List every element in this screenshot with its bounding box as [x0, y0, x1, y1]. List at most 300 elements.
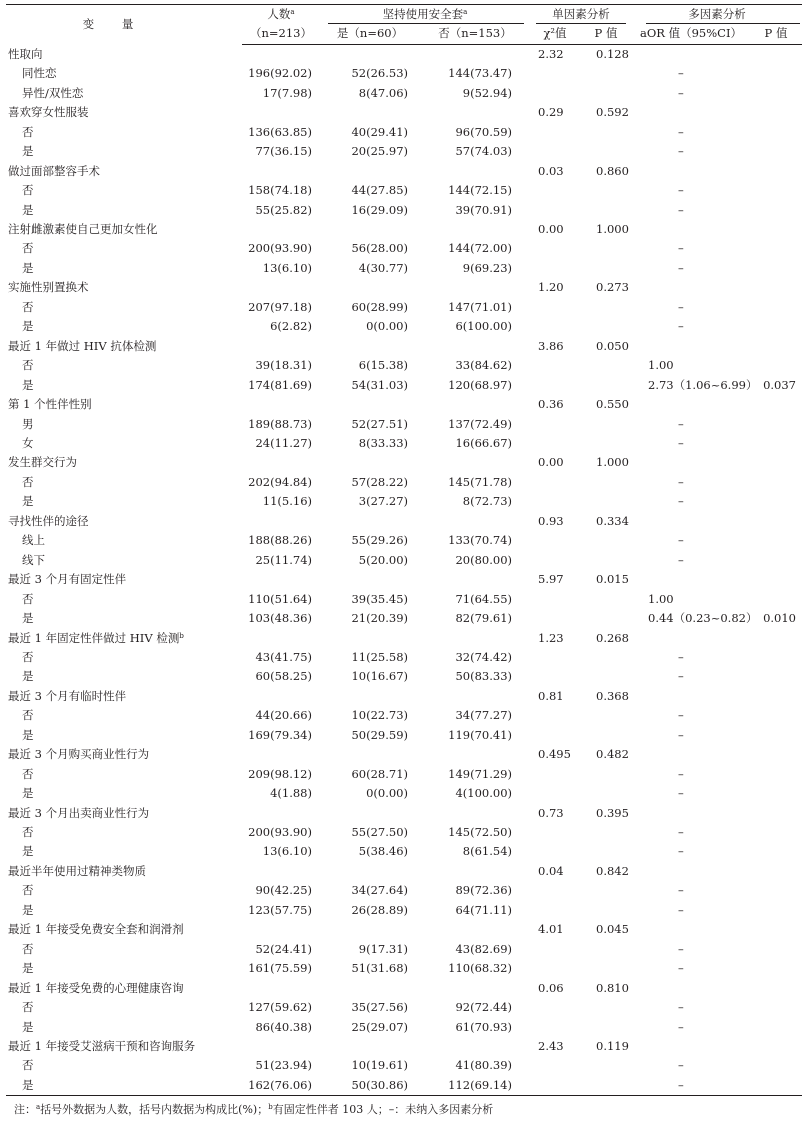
- chi-square-cell: 2.43: [538, 1039, 564, 1054]
- variable-name: [6, 920, 242, 939]
- count-cell: 207(97.18): [248, 299, 312, 314]
- p-value-multi-cell: [750, 44, 802, 64]
- aor-cell: [632, 44, 750, 64]
- condom-no-cell: [420, 862, 530, 881]
- category-row: [6, 706, 802, 725]
- aor-cell: –: [678, 727, 684, 742]
- variable-name: [6, 629, 242, 648]
- count-cell: 103(48.36): [248, 611, 312, 626]
- chi-square-cell: [530, 298, 580, 317]
- header-variable: 变 量: [6, 5, 242, 45]
- category-name: [6, 259, 242, 278]
- row-label: 女: [22, 435, 34, 450]
- category-row: [6, 998, 802, 1017]
- header-univariate: 单因素分析: [530, 5, 632, 25]
- row-label: 否: [22, 649, 34, 664]
- category-row: [6, 765, 802, 784]
- p-value-uni-cell: 1.000: [596, 455, 629, 470]
- condom-yes-cell: 10(22.73): [351, 708, 408, 723]
- p-value-uni-cell: 0.810: [596, 980, 629, 995]
- category-name: [6, 356, 242, 375]
- condom-no-cell: 110(68.32): [448, 961, 512, 976]
- header-chi: χ²值: [530, 24, 580, 44]
- header-condom-yes: 是（n=60）: [320, 24, 420, 44]
- category-name: [6, 706, 242, 725]
- p-value-uni-cell: [580, 1056, 632, 1075]
- count-cell: [242, 979, 320, 998]
- p-value-multi-cell: [750, 239, 802, 258]
- row-label: 最近 3 个月有固定性伴: [8, 572, 127, 587]
- p-value-multi-cell: [750, 259, 802, 278]
- chi-square-cell: [530, 64, 580, 83]
- row-label: 最近 1 年固定性伴做过 HIV 检测: [8, 630, 180, 645]
- count-cell: 202(94.84): [248, 474, 312, 489]
- aor-cell: –: [678, 183, 684, 198]
- variable-name: [6, 220, 242, 239]
- condom-no-cell: [420, 979, 530, 998]
- aor-cell: –: [678, 124, 684, 139]
- condom-yes-cell: 21(20.39): [351, 611, 408, 626]
- condom-yes-cell: [320, 979, 420, 998]
- count-cell: 11(5.16): [262, 494, 312, 509]
- count-cell: 200(93.90): [248, 825, 312, 840]
- chi-square-cell: [530, 123, 580, 142]
- category-name: [6, 415, 242, 434]
- condom-no-cell: [420, 453, 530, 472]
- category-row: [6, 881, 802, 900]
- row-label: 注射雌激素使自己更加女性化: [8, 221, 158, 236]
- condom-no-cell: [420, 162, 530, 181]
- row-label: 是: [22, 611, 34, 626]
- count-cell: [242, 44, 320, 64]
- category-row: [6, 259, 802, 278]
- condom-no-cell: [420, 512, 530, 531]
- p-value-multi-cell: [750, 823, 802, 842]
- aor-cell: [632, 920, 750, 939]
- count-cell: 136(63.85): [248, 124, 312, 139]
- count-cell: [242, 337, 320, 356]
- condom-yes-cell: 26(28.89): [351, 902, 408, 917]
- row-label: 是: [22, 727, 34, 742]
- condom-yes-cell: 3(27.27): [358, 494, 408, 509]
- row-label: 最近 1 年接受免费安全套和润滑剂: [8, 922, 184, 937]
- count-cell: [242, 745, 320, 764]
- row-label: 男: [22, 416, 34, 431]
- condom-no-cell: 145(72.50): [448, 825, 512, 840]
- condom-yes-cell: 6(15.38): [358, 358, 408, 373]
- category-name: [6, 64, 242, 83]
- condom-no-cell: [420, 920, 530, 939]
- condom-no-cell: 92(72.44): [455, 1000, 512, 1015]
- row-label: 最近 3 个月有临时性伴: [8, 688, 127, 703]
- aor-cell: –: [678, 649, 684, 664]
- chi-square-cell: [530, 842, 580, 861]
- category-row: [6, 959, 802, 978]
- variable-name: [6, 337, 242, 356]
- condom-no-cell: 96(70.59): [455, 124, 512, 139]
- chi-square-cell: 0.00: [538, 221, 564, 236]
- row-label: 否: [22, 883, 34, 898]
- chi-square-cell: [530, 434, 580, 453]
- chi-square-cell: [530, 667, 580, 686]
- chi-square-cell: [530, 940, 580, 959]
- p-value-uni-cell: [580, 998, 632, 1017]
- p-value-uni-cell: 1.000: [596, 221, 629, 236]
- condom-no-cell: 137(72.49): [448, 416, 512, 431]
- chi-square-cell: 4.01: [538, 922, 564, 937]
- aor-cell: 1.00: [648, 591, 674, 606]
- chi-square-cell: 0.81: [538, 688, 564, 703]
- row-label: 是: [22, 260, 34, 275]
- row-label: 否: [22, 1058, 34, 1073]
- header-condom-sup: a: [463, 8, 468, 16]
- p-value-multi-cell: [750, 434, 802, 453]
- condom-no-cell: 43(82.69): [455, 941, 512, 956]
- condom-yes-cell: [320, 162, 420, 181]
- variable-row: [6, 1037, 802, 1056]
- condom-no-cell: 147(71.01): [448, 299, 512, 314]
- variable-name: [6, 687, 242, 706]
- variable-row: [6, 687, 802, 706]
- chi-square-cell: [530, 84, 580, 103]
- count-cell: 17(7.98): [262, 85, 312, 100]
- aor-cell: –: [678, 260, 684, 275]
- condom-no-cell: [420, 44, 530, 64]
- chi-square-cell: [530, 473, 580, 492]
- variable-name: [6, 453, 242, 472]
- category-name: [6, 1056, 242, 1075]
- count-cell: 169(79.34): [248, 727, 312, 742]
- row-label: 最近 1 年接受免费的心理健康咨询: [8, 980, 184, 995]
- p-value-multi-cell: [750, 570, 802, 589]
- count-cell: [242, 512, 320, 531]
- p-value-uni-cell: 0.015: [596, 572, 629, 587]
- row-label: 否: [22, 941, 34, 956]
- count-cell: 77(36.15): [255, 144, 312, 159]
- condom-yes-cell: 0(0.00): [366, 319, 408, 334]
- count-cell: [242, 687, 320, 706]
- p-value-uni-cell: 0.050: [596, 338, 629, 353]
- p-value-uni-cell: [580, 356, 632, 375]
- p-value-multi-cell: [750, 298, 802, 317]
- category-name: [6, 590, 242, 609]
- p-value-multi-cell: [750, 998, 802, 1017]
- count-cell: [242, 162, 320, 181]
- condom-yes-cell: 40(29.41): [351, 124, 408, 139]
- aor-cell: –: [678, 669, 684, 684]
- table-header: [6, 5, 802, 45]
- chi-square-cell: [530, 531, 580, 550]
- aor-cell: –: [678, 66, 684, 81]
- p-value-multi-cell: [750, 531, 802, 550]
- chi-square-cell: 1.20: [538, 280, 564, 295]
- condom-no-cell: 4(100.00): [455, 786, 512, 801]
- p-value-uni-cell: [580, 609, 632, 628]
- condom-no-cell: 64(71.11): [455, 902, 512, 917]
- p-value-uni-cell: [580, 473, 632, 492]
- p-value-uni-cell: [580, 1076, 632, 1096]
- condom-no-cell: 39(70.91): [455, 202, 512, 217]
- row-label: 线下: [22, 552, 45, 567]
- row-label: 是: [22, 494, 34, 509]
- p-value-uni-cell: [580, 959, 632, 978]
- condom-yes-cell: 4(30.77): [358, 260, 408, 275]
- row-label: 寻找性伴的途径: [8, 513, 89, 528]
- category-name: [6, 492, 242, 511]
- aor-cell: –: [678, 708, 684, 723]
- aor-cell: –: [678, 786, 684, 801]
- variable-name: [6, 804, 242, 823]
- data-table: [6, 4, 802, 1096]
- aor-cell: [632, 453, 750, 472]
- p-value-multi-cell: [750, 784, 802, 803]
- aor-cell: –: [678, 766, 684, 781]
- p-value-uni-cell: [580, 376, 632, 395]
- category-row: [6, 551, 802, 570]
- aor-cell: [632, 395, 750, 414]
- category-row: [6, 415, 802, 434]
- p-value-multi-cell: [750, 181, 802, 200]
- condom-no-cell: [420, 1037, 530, 1056]
- category-row: [6, 648, 802, 667]
- variable-row: [6, 629, 802, 648]
- p-value-uni-cell: [580, 64, 632, 83]
- p-value-uni-cell: [580, 492, 632, 511]
- chi-square-cell: [530, 1056, 580, 1075]
- condom-yes-cell: [320, 453, 420, 472]
- category-name: [6, 434, 242, 453]
- count-cell: [242, 862, 320, 881]
- chi-square-cell: [530, 726, 580, 745]
- p-value-multi-cell: [750, 901, 802, 920]
- p-value-multi-cell: [750, 745, 802, 764]
- header-condom: [320, 5, 530, 25]
- row-label: 是: [22, 669, 34, 684]
- condom-no-cell: [420, 570, 530, 589]
- count-cell: 189(88.73): [248, 416, 312, 431]
- p-value-multi-cell: [750, 726, 802, 745]
- aor-cell: –: [678, 241, 684, 256]
- row-label: 否: [22, 766, 34, 781]
- p-value-uni-cell: 0.273: [596, 280, 629, 295]
- header-count: [242, 5, 320, 25]
- count-cell: [242, 1037, 320, 1056]
- category-name: [6, 473, 242, 492]
- condom-yes-cell: [320, 1037, 420, 1056]
- condom-yes-cell: 34(27.64): [351, 883, 408, 898]
- row-label: 发生群交行为: [8, 455, 77, 470]
- count-cell: 174(81.69): [248, 377, 312, 392]
- category-name: [6, 376, 242, 395]
- aor-cell: [632, 687, 750, 706]
- variable-name: [6, 745, 242, 764]
- variable-row: [6, 44, 802, 64]
- p-value-uni-cell: 0.119: [596, 1039, 629, 1054]
- variable-row: [6, 512, 802, 531]
- category-row: [6, 842, 802, 861]
- condom-no-cell: [420, 103, 530, 122]
- chi-square-cell: 0.29: [538, 105, 564, 120]
- p-value-multi-cell: [750, 220, 802, 239]
- p-value-uni-cell: [580, 181, 632, 200]
- condom-no-cell: 120(68.97): [448, 377, 512, 392]
- aor-cell: –: [678, 533, 684, 548]
- row-label: 性取向: [8, 46, 43, 61]
- p-value-multi-cell: [750, 103, 802, 122]
- p-value-multi-cell: 0.010: [763, 611, 796, 626]
- category-name: [6, 1076, 242, 1096]
- condom-yes-cell: 5(20.00): [358, 552, 408, 567]
- count-cell: 52(24.41): [255, 941, 312, 956]
- condom-yes-cell: [320, 44, 420, 64]
- row-label-sup: b: [179, 631, 184, 640]
- variable-row: [6, 862, 802, 881]
- chi-square-cell: [530, 590, 580, 609]
- condom-no-cell: [420, 337, 530, 356]
- condom-no-cell: 32(74.42): [455, 649, 512, 664]
- aor-cell: –: [678, 494, 684, 509]
- p-value-uni-cell: [580, 317, 632, 336]
- aor-cell: [632, 512, 750, 531]
- table-footnote: [14, 1102, 493, 1118]
- chi-square-cell: [530, 492, 580, 511]
- p-value-uni-cell: 0.395: [596, 805, 629, 820]
- p-value-multi-cell: [750, 453, 802, 472]
- condom-yes-cell: [320, 862, 420, 881]
- row-label: 异性/双性恋: [22, 85, 84, 100]
- header-count-n: （n=213）: [242, 24, 320, 44]
- category-row: [6, 317, 802, 336]
- aor-cell: –: [632, 1076, 750, 1096]
- p-value-uni-cell: [580, 551, 632, 570]
- header-aor: aOR 值（95%CI）: [632, 24, 750, 44]
- category-row: [6, 1076, 802, 1096]
- row-label: 最近 3 个月购买商业性行为: [8, 747, 150, 762]
- aor-cell: –: [678, 416, 684, 431]
- aor-cell: –: [678, 941, 684, 956]
- category-name: [6, 726, 242, 745]
- variable-row: [6, 979, 802, 998]
- count-cell: 209(98.12): [248, 766, 312, 781]
- condom-yes-cell: [320, 220, 420, 239]
- category-row: [6, 667, 802, 686]
- condom-no-cell: 144(73.47): [448, 66, 512, 81]
- condom-yes-cell: [320, 745, 420, 764]
- condom-no-cell: [420, 395, 530, 414]
- condom-yes-cell: [320, 629, 420, 648]
- row-label: 否: [22, 183, 34, 198]
- p-value-uni-cell: 0.550: [596, 397, 629, 412]
- variable-row: [6, 103, 802, 122]
- footnote-sup-a: a: [36, 1103, 41, 1111]
- aor-cell: [632, 570, 750, 589]
- p-value-uni-cell: 0.482: [596, 747, 629, 762]
- p-value-multi-cell: [750, 590, 802, 609]
- category-name: [6, 998, 242, 1017]
- aor-cell: 2.73（1.06~6.99）: [648, 377, 758, 392]
- aor-cell: [632, 979, 750, 998]
- condom-no-cell: [420, 278, 530, 297]
- condom-no-cell: 144(72.00): [448, 241, 512, 256]
- p-value-multi-cell: [750, 201, 802, 220]
- p-value-uni-cell: [580, 726, 632, 745]
- variable-name: [6, 570, 242, 589]
- condom-yes-cell: 9(17.31): [358, 941, 408, 956]
- category-row: [6, 1018, 802, 1037]
- p-value-uni-cell: [580, 823, 632, 842]
- count-cell: 13(6.10): [262, 844, 312, 859]
- condom-yes-cell: 52(26.53): [351, 66, 408, 81]
- condom-yes-cell: 60(28.71): [351, 766, 408, 781]
- p-value-uni-cell: [580, 590, 632, 609]
- p-value-multi-cell: [750, 881, 802, 900]
- chi-square-cell: 5.97: [538, 572, 564, 587]
- count-cell: 43(41.75): [255, 649, 312, 664]
- count-cell: 188(88.26): [248, 533, 312, 548]
- condom-no-cell: 9(69.23): [462, 260, 512, 275]
- condom-yes-cell: [320, 337, 420, 356]
- category-name: [6, 317, 242, 336]
- variable-row: [6, 337, 802, 356]
- category-row: [6, 376, 802, 395]
- category-name: [6, 648, 242, 667]
- count-cell: 86(40.38): [255, 1019, 312, 1034]
- p-value-uni-cell: [580, 415, 632, 434]
- aor-cell: [632, 1037, 750, 1056]
- p-value-uni-cell: 0.860: [596, 163, 629, 178]
- p-value-uni-cell: [580, 784, 632, 803]
- row-label: 做过面部整容手术: [8, 163, 100, 178]
- condom-no-cell: [420, 629, 530, 648]
- row-label: 第 1 个性伴性别: [8, 397, 92, 412]
- aor-cell: –: [678, 319, 684, 334]
- variable-name: [6, 395, 242, 414]
- count-cell: [242, 453, 320, 472]
- condom-yes-cell: 0(0.00): [366, 786, 408, 801]
- p-value-multi-cell: [750, 667, 802, 686]
- variable-row: [6, 453, 802, 472]
- p-value-uni-cell: [580, 201, 632, 220]
- category-row: [6, 356, 802, 375]
- variable-name: [6, 162, 242, 181]
- row-label: 是: [22, 786, 34, 801]
- count-cell: 162(76.06): [242, 1076, 320, 1096]
- chi-square-cell: [530, 317, 580, 336]
- chi-square-cell: [530, 648, 580, 667]
- condom-no-cell: 112(69.14): [420, 1076, 530, 1096]
- variable-row: [6, 745, 802, 764]
- chi-square-cell: [530, 142, 580, 161]
- row-label: 否: [22, 358, 34, 373]
- variable-row: [6, 920, 802, 939]
- condom-yes-cell: 60(28.99): [351, 299, 408, 314]
- row-label: 否: [22, 474, 34, 489]
- aor-cell: [632, 103, 750, 122]
- category-row: [6, 609, 802, 628]
- category-name: [6, 142, 242, 161]
- p-value-multi-cell: [750, 862, 802, 881]
- header-count-sup: a: [290, 8, 295, 16]
- row-label: 最近半年使用过精神类物质: [8, 863, 146, 878]
- chi-square-cell: [530, 181, 580, 200]
- row-label: 线上: [22, 533, 45, 548]
- chi-square-cell: 3.86: [538, 338, 564, 353]
- p-value-multi-cell: [750, 492, 802, 511]
- aor-cell: [632, 804, 750, 823]
- condom-yes-cell: 55(27.50): [351, 825, 408, 840]
- condom-yes-cell: 11(25.58): [351, 649, 408, 664]
- p-value-uni-cell: [580, 706, 632, 725]
